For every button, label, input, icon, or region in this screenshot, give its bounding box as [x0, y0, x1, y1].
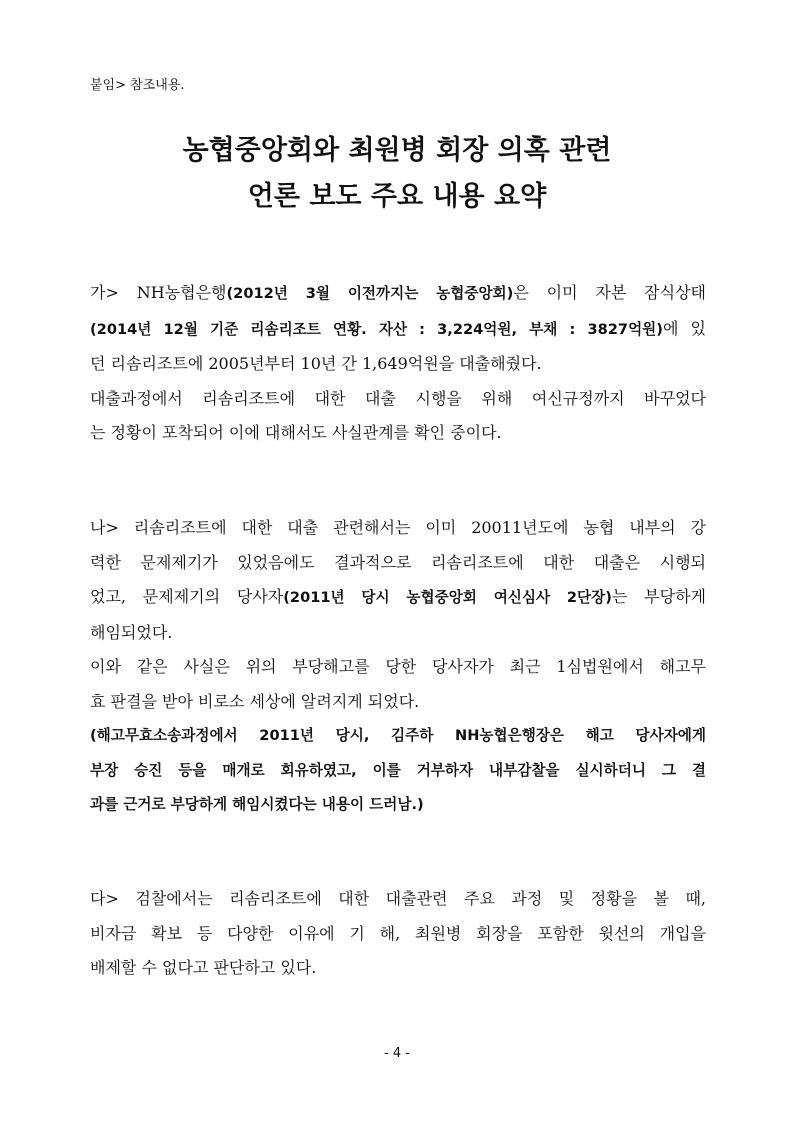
paragraph-line: 력한 문제제기가 있었음에도 결과적으로 리솜리조트에 대한 대출은 시행되 [90, 552, 706, 572]
paragraph-line: 던 리솜리조트에 2005년부터 10년 간 1,649억원을 대출해줬다. [90, 354, 542, 373]
paragraph-line: 가> NH농협은행(2012년 3월 이전까지는 농협중앙회)은 이미 자본 잠식상태 [90, 283, 706, 302]
section-ga [90, 276, 706, 451]
title-line-2: 언론 보도 주요 내용 요약 [247, 181, 547, 212]
paragraph-line: 효 판결을 받아 비로소 세상에 알려지게 되었다. [90, 691, 420, 711]
paragraph-line: 이와 같은 사실은 위의 부당해고를 당한 당사자가 최근 1심법원에서 해고무 [90, 657, 706, 676]
attachment-label: 붙임> 참조내용. [90, 78, 185, 93]
page-number: - 4 - [384, 1046, 410, 1061]
paragraph-line: 다> 검찰에서는 리솜리조트에 대한 대출관련 주요 과정 및 정황을 볼 때, [90, 889, 706, 908]
title-line-1: 농협중앙회와 최원병 회장 의혹 관련 [182, 135, 612, 166]
paragraph-line: 해임되었다. [90, 622, 173, 642]
document-title [90, 128, 704, 220]
section-na [90, 511, 706, 823]
paragraph-line: 는 정황이 포착되어 이에 대해서도 사실관계를 확인 중이다. [90, 423, 502, 442]
paragraph-line: (2014년 12월 기준 리솜리조트 연황. 자산 : 3,224억원, 부채 : 3827억원)에 있 [90, 318, 706, 338]
bold-note-line: 과를 근거로 부당하게 해임시켰다는 내용이 드러남.) [90, 796, 424, 813]
paragraph-line: 대출과정에서 리솜리조트에 대한 대출 시행을 위해 여신규정까지 바꾸었다 [90, 388, 706, 408]
paragraph-line: 비자금 확보 등 다양한 이유에 기 해, 최원병 회장을 포함한 윗선의 개입을 [90, 923, 706, 943]
section-da [90, 882, 706, 986]
bold-note-line: (해고무효소송과정에서 2011년 당시, 김주하 NH농협은행장은 해고 당사자에게 [90, 727, 706, 744]
bold-note-line: 부장 승진 등을 매개로 회유하였고, 이를 거부하자 내부감찰을 실시하더니 그 결 [90, 761, 706, 779]
paragraph-line: 었고, 문제제기의 당사자(2011년 당시 농협중앙회 여신심사 2단장)는 부당하게 [90, 587, 706, 606]
paragraph-line: 배제할 수 없다고 판단하고 있다. [90, 958, 317, 977]
paragraph-line: 나> 리솜리조트에 대한 대출 관련해서는 이미 20011년도에 농협 내부의 강 [90, 518, 706, 537]
